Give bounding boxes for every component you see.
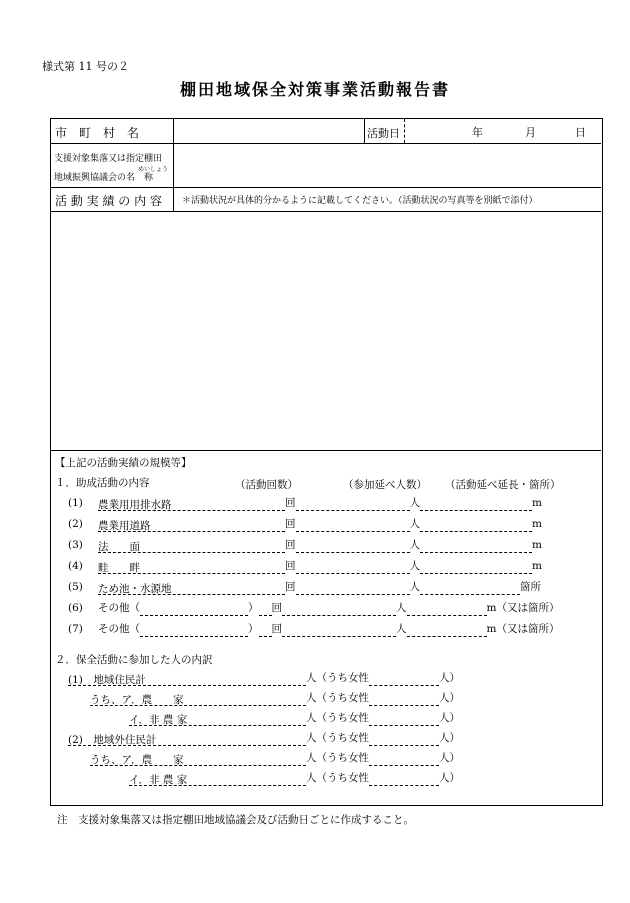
length-input[interactable] (407, 602, 487, 616)
content-label: 活 動 実 績 の 内 容 (55, 194, 162, 208)
col-length-header: （活動延べ延長・箇所） (445, 479, 561, 491)
section1-title: １．助成活動の内容 (55, 477, 150, 489)
length-input[interactable] (407, 623, 487, 637)
participant-row: うち、ア．農 家 人（うち女性 人） (90, 752, 460, 766)
other-input[interactable] (140, 623, 248, 637)
month-label: 月 (525, 126, 536, 139)
people-input[interactable] (296, 497, 410, 511)
page-title: 棚田地域保全対策事業活動報告書 (179, 80, 450, 99)
people-input[interactable] (296, 539, 410, 553)
content-note: ＊活動状況が具体的分かるように記載してください。（活動状況の写真等を別紙で添付） (182, 196, 538, 206)
people-input[interactable] (296, 518, 410, 532)
report-form (50, 118, 603, 806)
municipality-input[interactable] (177, 121, 362, 141)
women-input[interactable] (369, 672, 439, 686)
people-input[interactable] (282, 602, 396, 616)
activity-item: (1) 農業用用排水路 回 人 m (68, 497, 542, 511)
form-number: 様式第 11 号の２ (42, 60, 129, 73)
year-label: 年 (472, 126, 483, 139)
col-people-header: （参加延べ人数） (343, 479, 427, 491)
length-input[interactable] (420, 581, 520, 595)
participant-row: (2) 地域外住民計 人（うち女性 人） (68, 732, 460, 746)
day-label: 日 (575, 126, 586, 139)
activity-item: (5) ため池・水源地 回 人 箇所 (68, 581, 541, 595)
people-input[interactable] (296, 581, 410, 595)
group-label-ruby: めいしょう (138, 166, 169, 173)
group-label-line1: 支援対象集落又は指定棚田 (54, 154, 163, 164)
length-input[interactable] (420, 518, 532, 532)
women-input[interactable] (369, 752, 439, 766)
col-count-header: （活動回数） (235, 479, 298, 491)
people-input[interactable] (282, 623, 396, 637)
women-input[interactable] (369, 732, 439, 746)
group-label-line2: 地域振興協議会の名 称 (54, 173, 154, 183)
length-input[interactable] (420, 497, 532, 511)
length-input[interactable] (420, 560, 532, 574)
participant-row: イ．非 農 家 人（うち女性 人） (129, 772, 460, 786)
municipality-label: 市 町 村 名 (55, 126, 140, 140)
activity-item: (4) 畦 畔 回 人 m (68, 560, 542, 574)
participant-row: うち、ア．農 家 人（うち女性 人） (90, 692, 460, 706)
women-input[interactable] (369, 712, 439, 726)
group-name-input[interactable] (177, 147, 597, 183)
women-input[interactable] (369, 772, 439, 786)
participant-row: (1) 地域住民計 人（うち女性 人） (68, 672, 460, 686)
content-textarea[interactable] (57, 217, 595, 445)
activity-item: (2) 農業用道路 回 人 m (68, 518, 542, 532)
length-input[interactable] (420, 539, 532, 553)
footnote: 注 支援対象集落又は指定棚田地域協議会及び活動日ごとに作成すること。 (57, 814, 414, 826)
section2-title: ２．保全活動に参加した人の内訳 (55, 654, 213, 666)
scale-heading: 【上記の活動実績の規模等】 (55, 457, 192, 469)
activity-date-label: 活動日 (367, 127, 400, 140)
activity-item: (3) 法 面 回 人 m (68, 539, 542, 553)
activity-item: (6) その他（ ） 回 人 m（又は箇所） (68, 602, 560, 614)
women-input[interactable] (369, 692, 439, 706)
other-input[interactable] (140, 602, 248, 616)
participant-row: イ．非 農 家 人（うち女性 人） (129, 712, 460, 726)
people-input[interactable] (296, 560, 410, 574)
activity-item: (7) その他（ ） 回 人 m（又は箇所） (68, 623, 560, 635)
